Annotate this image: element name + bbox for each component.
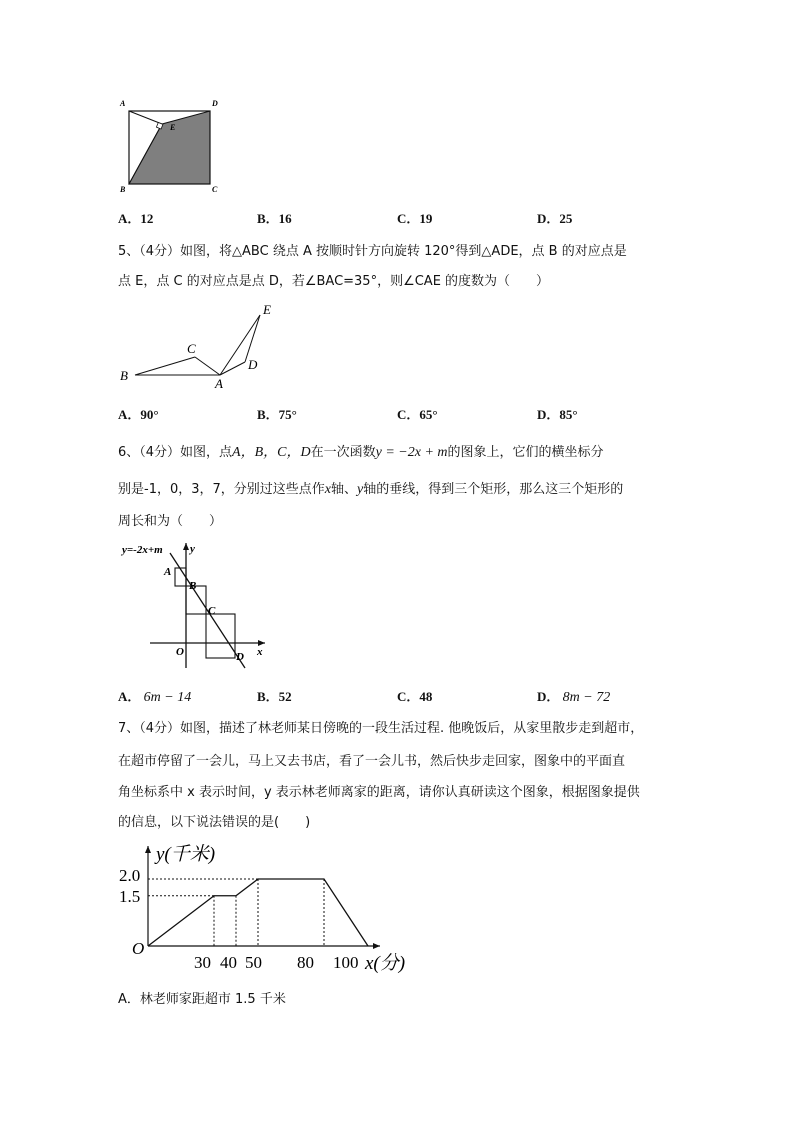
x-tick-80: 80 [297, 953, 314, 972]
q5-option-d[interactable]: D．85° [537, 407, 578, 422]
label-C: C [187, 341, 196, 356]
linear-function-figure [120, 538, 270, 673]
rotation-figure [115, 300, 290, 390]
x-label: x [257, 646, 263, 658]
q6-option-c[interactable]: C．48 [397, 689, 433, 704]
q4-option-a[interactable]: A．12 [118, 211, 154, 226]
q5-text-line1: 5、（4分）如图，将△ABC 绕点 A 按顺时针方向旋转 120°得到△ADE，点 B 的对应点是 [118, 244, 627, 259]
label-D: D [248, 357, 258, 372]
shaded-region [129, 111, 210, 184]
q6-l1-a: 6、（4分）如图，点 [118, 445, 233, 460]
q7-text-line2: 在超市停留了一会儿，马上又去书店，看了一会儿书，然后快步走回家，图象中的平面直 [118, 754, 626, 769]
label-O: O [176, 646, 184, 658]
label-D: D [212, 99, 218, 108]
q6-text-line3: 周长和为（ ） [118, 514, 223, 529]
q6-text-line2 [118, 478, 623, 498]
q6-l2-a: 别是-1，0，3，7，分别过这些点作 [118, 482, 325, 497]
q6-function: y = −2x + m [375, 445, 448, 460]
q7-text-line1: 7、（4分）如图，描述了林老师某日傍晚的一段生活过程. 他晚饭后，从家里散步走到超市， [118, 721, 644, 736]
distance-time-chart [118, 838, 418, 978]
label-E: E [263, 302, 271, 317]
q6-points: A，B，C，D [232, 445, 311, 460]
x-tick-100: 100 [333, 953, 359, 972]
q6-l2-c: 轴的垂线，得到三个矩形，那么这三个矩形的 [363, 482, 624, 497]
y-tick-2.0: 2.0 [119, 866, 141, 885]
label-A: A [215, 376, 223, 390]
x-tick-30: 30 [194, 953, 211, 972]
func-label: y=-2x+m [122, 544, 163, 556]
q6-text-line1 [118, 441, 604, 461]
label-E: E [170, 123, 176, 132]
q6-option-b[interactable]: B．52 [257, 689, 292, 704]
q7-option-a[interactable]: A．林老师家距超市 1.5 千米 [118, 992, 286, 1007]
label-D: D [236, 651, 244, 663]
q5-option-a[interactable]: A．90° [118, 407, 159, 422]
label-C: C [208, 605, 216, 617]
q6-y: y [357, 482, 364, 497]
q7-text-line3: 角坐标系中 x 表示时间，y 表示林老师离家的距离，请你认真研读这个图象，根据图象提供 [118, 785, 640, 800]
label-B: B [189, 580, 197, 592]
q6-option-d[interactable]: D． 8m − 72 [537, 689, 611, 705]
q5-option-b[interactable]: B．75° [257, 407, 297, 422]
q5-text-line2: 点 E，点 C 的对应点是点 D，若∠BAC=35°，则∠CAE 的度数为（ ） [118, 274, 550, 289]
q6-l1-c: 的图象上，它们的横坐标分 [447, 445, 604, 460]
origin-label: O [132, 939, 145, 958]
label-C: C [212, 185, 218, 194]
x-tick-50: 50 [245, 953, 262, 972]
x-axis-label: x(分) [365, 953, 406, 974]
label-A: A [120, 99, 126, 108]
q4-option-d[interactable]: D．25 [537, 211, 573, 226]
q4-option-b[interactable]: B．16 [257, 211, 292, 226]
q6-x: x [324, 482, 331, 497]
q6-l2-b: 轴、 [331, 482, 358, 497]
q5-option-c[interactable]: C．65° [397, 407, 438, 422]
q6-l1-b: 在一次函数 [310, 445, 376, 460]
q6-option-a[interactable]: A． 6m − 14 [118, 689, 192, 705]
square-figure [115, 95, 225, 195]
y-tick-1.5: 1.5 [119, 887, 141, 906]
q4-option-c[interactable]: C．19 [397, 211, 433, 226]
x-tick-40: 40 [220, 953, 237, 972]
label-A: A [164, 566, 172, 578]
label-B: B [120, 368, 128, 383]
q6-option-a-expr: 6m − 14 [143, 690, 192, 705]
y-axis-label: y(千米) [156, 844, 216, 865]
q6-option-d-expr: 8m − 72 [562, 690, 611, 705]
q7-text-line4: 的信息，以下说法错误的是( ) [118, 815, 311, 830]
label-B: B [120, 185, 126, 194]
y-label: y [190, 543, 195, 555]
